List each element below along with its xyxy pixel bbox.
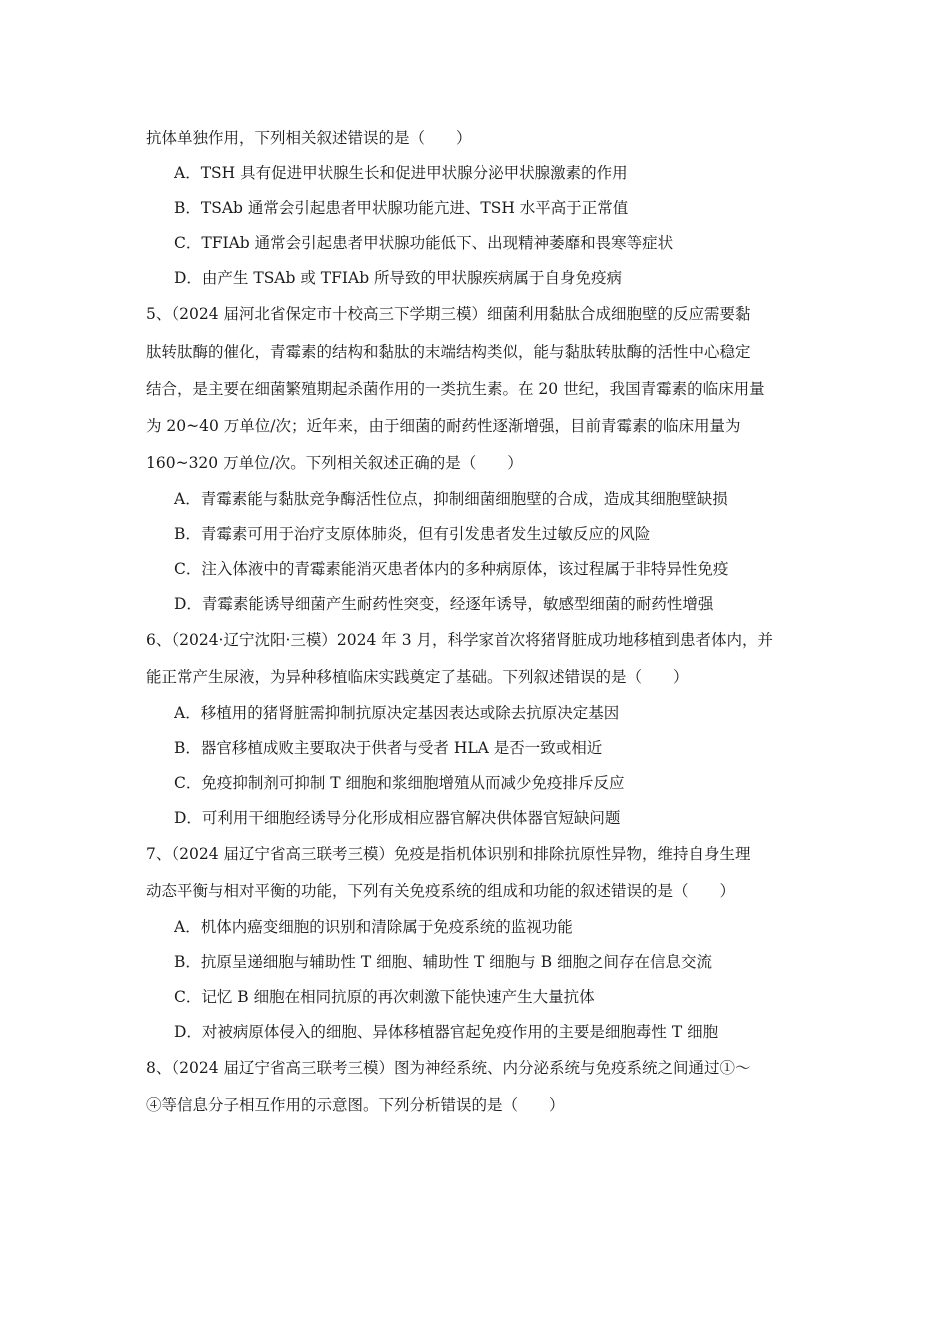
- q7-option-d: D．对被病原体侵入的细胞、异体移植器官起免疫作用的主要是细胞毒性 T 细胞: [174, 1023, 719, 1041]
- q6-stem-line: 6、（2024·辽宁沈阳·三模）2024 年 3 月，科学家首次将猪肾脏成功地移植到患者体内，并: [146, 631, 774, 649]
- q7-stem-line: 动态平衡与相对平衡的功能，下列有关免疫系统的组成和功能的叙述错误的是（ ）: [146, 882, 736, 900]
- q5-option-d: D．青霉素能诱导细菌产生耐药性突变，经逐年诱导，敏感型细菌的耐药性增强: [174, 595, 714, 613]
- q5-option-c: C．注入体液中的青霉素能消灭患者体内的多种病原体，该过程属于非特异性免疫: [174, 560, 729, 578]
- q6-option-c: C．免疫抑制剂可抑制 T 细胞和浆细胞增殖从而减少免疫排斥反应: [174, 774, 625, 792]
- q5-stem-line: 160~320 万单位/次。下列相关叙述正确的是（ ）: [146, 454, 523, 472]
- q4-option-c: C．TFIAb 通常会引起患者甲状腺功能低下、出现精神萎靡和畏寒等症状: [174, 234, 674, 252]
- q6-stem-line: 能正常产生尿液，为异种移植临床实践奠定了基础。下列叙述错误的是（ ）: [146, 668, 689, 686]
- q4-option-d: D．由产生 TSAb 或 TFIAb 所导致的甲状腺疾病属于自身免疫病: [174, 269, 623, 287]
- q5-stem-line: 结合，是主要在细菌繁殖期起杀菌作用的一类抗生素。在 20 世纪，我国青霉素的临床用量: [146, 380, 765, 398]
- q5-option-b: B．青霉素可用于治疗支原体肺炎，但有引发患者发生过敏反应的风险: [174, 525, 651, 543]
- q5-option-a: A．青霉素能与黏肽竞争酶活性位点，抑制细菌细胞壁的合成，造成其细胞壁缺损: [174, 490, 728, 508]
- q6-option-d: D．可利用干细胞经诱导分化形成相应器官解决供体器官短缺问题: [174, 809, 621, 827]
- q6-option-a: A．移植用的猪肾脏需抑制抗原决定基因表达或除去抗原决定基因: [174, 704, 620, 722]
- q5-stem-line: 5、（2024 届河北省保定市十校高三下学期三模）细菌利用黏肽合成细胞壁的反应需要黏: [146, 305, 751, 323]
- q8-stem-line: 8、（2024 届辽宁省高三联考三模）图为神经系统、内分泌系统与免疫系统之间通过①～: [146, 1059, 751, 1077]
- q7-option-a: A．机体内癌变细胞的识别和清除属于免疫系统的监视功能: [174, 918, 573, 936]
- q4-option-a: A．TSH 具有促进甲状腺生长和促进甲状腺分泌甲状腺激素的作用: [174, 164, 628, 182]
- q6-option-b: B．器官移植成败主要取决于供者与受者 HLA 是否一致或相近: [174, 739, 603, 757]
- q7-option-c: C．记忆 B 细胞在相同抗原的再次刺激下能快速产生大量抗体: [174, 988, 595, 1006]
- q4-option-b: B．TSAb 通常会引起患者甲状腺功能亢进、TSH 水平高于正常值: [174, 199, 629, 217]
- q4-stem-line: 抗体单独作用，下列相关叙述错误的是（ ）: [146, 129, 472, 147]
- q5-stem-line: 肽转肽酶的催化，青霉素的结构和黏肽的末端结构类似，能与黏肽转肽酶的活性中心稳定: [146, 343, 751, 361]
- q8-stem-line: ④等信息分子相互作用的示意图。下列分析错误的是（ ）: [146, 1096, 565, 1114]
- q7-option-b: B．抗原呈递细胞与辅助性 T 细胞、辅助性 T 细胞与 B 细胞之间存在信息交流: [174, 953, 713, 971]
- q7-stem-line: 7、（2024 届辽宁省高三联考三模）免疫是指机体识别和排除抗原性异物，维持自身生理: [146, 845, 751, 863]
- q5-stem-line: 为 20~40 万单位/次；近年来，由于细菌的耐药性逐渐增强，目前青霉素的临床用量为: [146, 417, 741, 435]
